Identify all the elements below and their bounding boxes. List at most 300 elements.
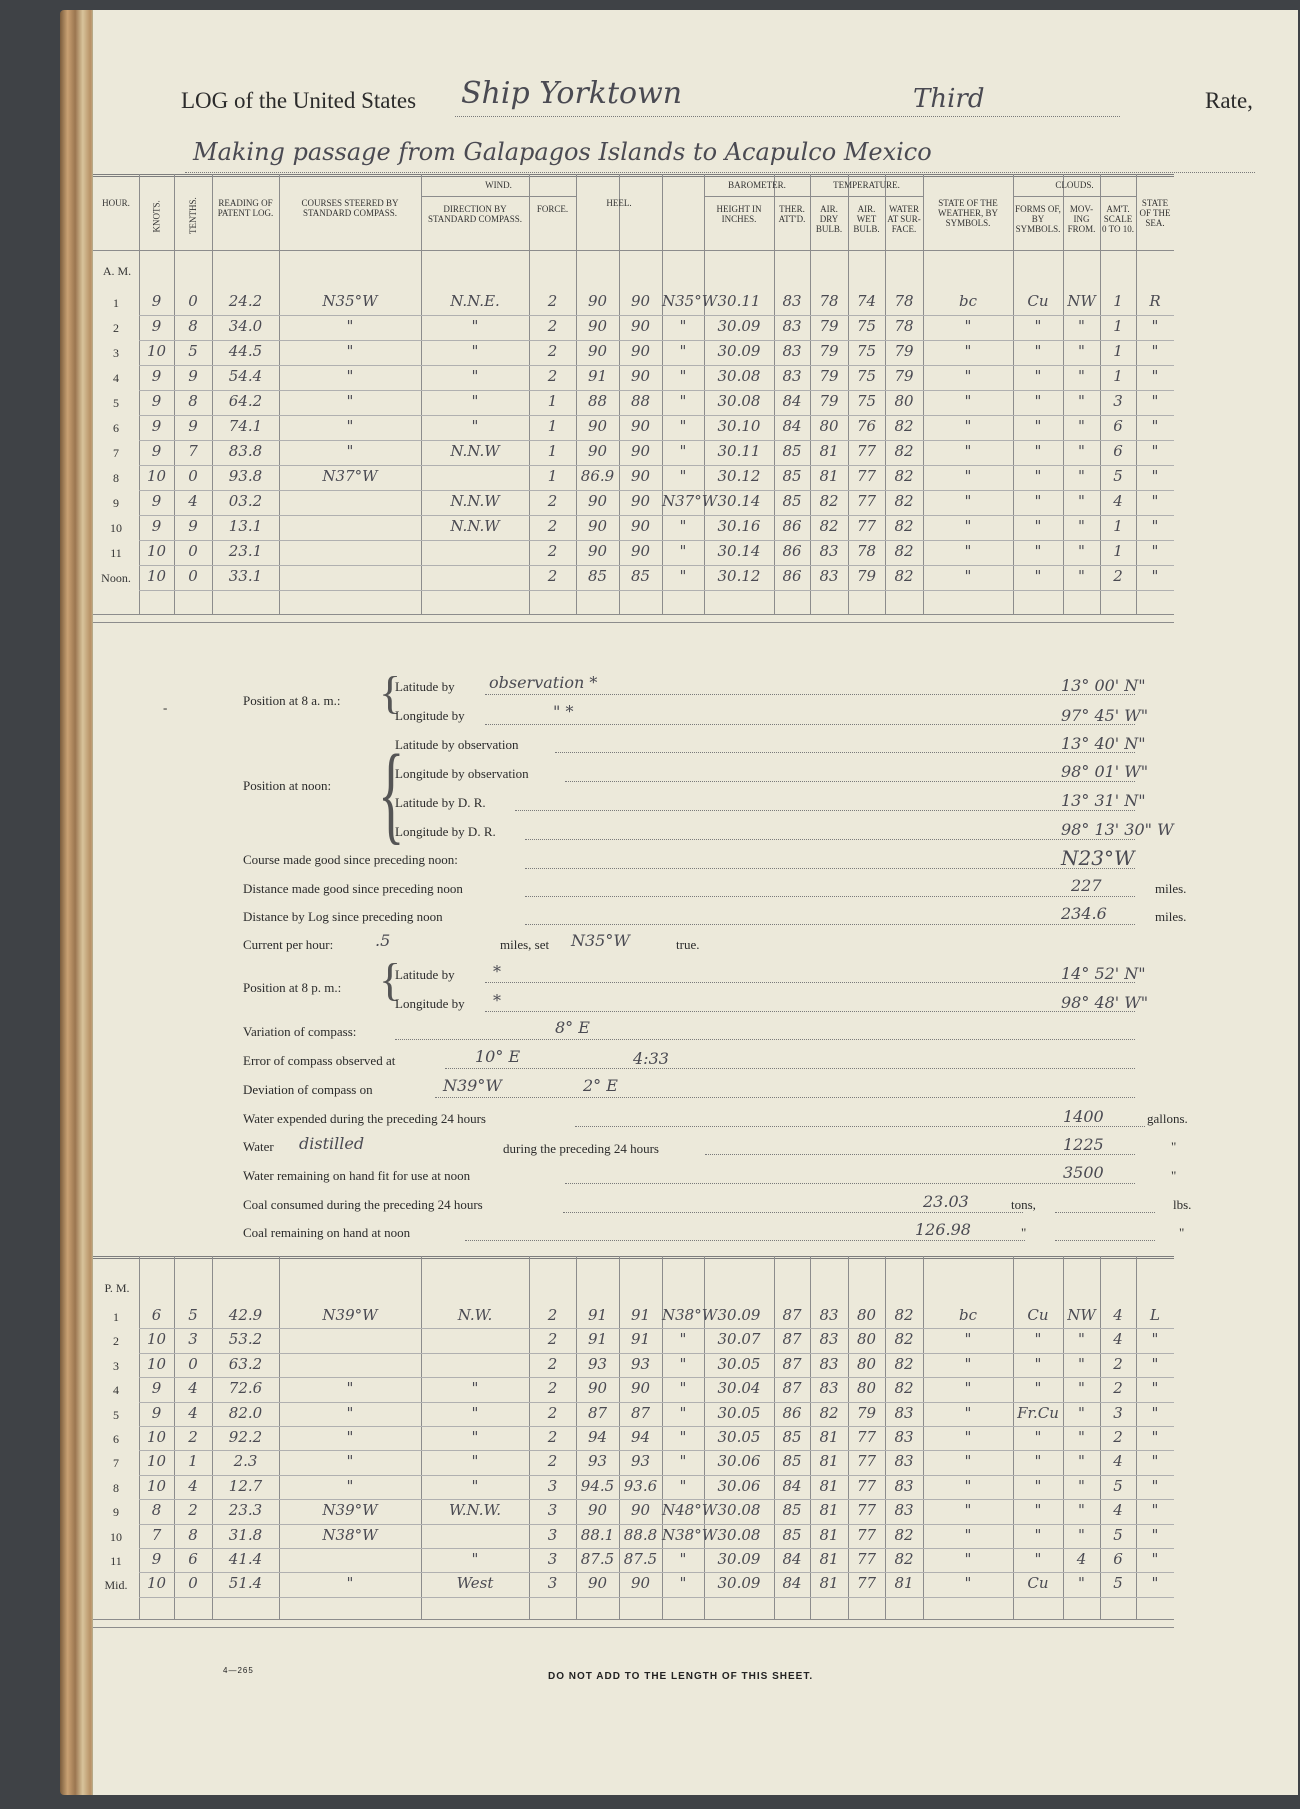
water-during-label: during the preceding 24 hours — [503, 1141, 659, 1156]
k-cell: 10 — [146, 1476, 167, 1495]
course-cell: " — [346, 417, 354, 435]
heel1-cell: 85 — [587, 567, 608, 585]
heel2-cell: 88.8 — [623, 1525, 658, 1544]
row-rule — [139, 515, 1174, 516]
pos8am-longitude: 97° 45' W" — [1061, 706, 1149, 725]
heel2-cell: 85 — [630, 567, 651, 585]
course-cell: " — [346, 367, 354, 385]
dry-cell: 83 — [819, 542, 839, 560]
hx-cell: " — [679, 517, 687, 535]
row-rule — [139, 1475, 1174, 1476]
baro-cell: 30.05 — [717, 1428, 761, 1446]
hx-cell: " — [679, 1550, 687, 1568]
table-bottom-rule — [93, 622, 1174, 623]
heel2-cell: 90 — [630, 442, 651, 460]
log-cell: 34.0 — [228, 317, 263, 335]
t-cell: 0 — [188, 1574, 198, 1593]
moving-cell: " — [1078, 1403, 1085, 1422]
line — [525, 868, 1135, 869]
forms-cell: " — [1034, 1354, 1042, 1373]
heel2-cell: 90 — [630, 492, 651, 510]
water-cell: 82 — [894, 1330, 914, 1349]
hour-cell: 5 — [113, 396, 119, 410]
am-label: A. M. — [102, 264, 132, 278]
hx-cell: " — [679, 442, 687, 460]
dry-cell: 81 — [819, 1452, 839, 1471]
water-distilled: distilled — [299, 1134, 365, 1153]
hx-cell: " — [679, 567, 687, 585]
log-cell: 54.4 — [228, 367, 263, 385]
wet-cell: 78 — [856, 542, 877, 560]
moving-cell: " — [1078, 517, 1085, 535]
ther-cell: 85 — [782, 442, 802, 460]
heel2-cell: 90 — [630, 1501, 651, 1520]
sheet-notice: DO NOT ADD TO THE LENGTH OF THIS SHEET. — [548, 1671, 814, 1682]
wet-cell: 75 — [856, 342, 877, 360]
hx-cell: " — [679, 1476, 687, 1495]
log-cell: 03.2 — [228, 492, 263, 510]
amt-cell: 6 — [1113, 1550, 1123, 1568]
forms-cell: " — [1034, 392, 1042, 410]
hour-cell: 7 — [113, 1456, 119, 1471]
sea-cell: " — [1151, 1452, 1159, 1471]
line — [1055, 1212, 1155, 1213]
k-cell: 9 — [151, 367, 162, 385]
water-remaining-label: Water remaining on hand fit for use at noon — [243, 1168, 471, 1183]
baro-cell: 30.10 — [717, 417, 761, 435]
water-cell: 82 — [894, 517, 914, 535]
hx-cell: " — [679, 1574, 687, 1593]
line — [485, 724, 1135, 725]
heel1-cell: 93 — [587, 1452, 608, 1471]
amt-cell: 5 — [1113, 467, 1123, 485]
heel1-cell: 88.1 — [580, 1525, 615, 1544]
sea-cell: " — [1151, 492, 1159, 510]
heel1-cell: 90 — [587, 542, 608, 560]
weather-cell: " — [964, 567, 972, 585]
log-cell: 42.9 — [228, 1306, 263, 1324]
t-cell: 3 — [188, 1330, 198, 1349]
sea-cell: " — [1151, 1428, 1159, 1446]
table-bottom-rule — [93, 614, 1174, 615]
heel2-cell: 93.6 — [623, 1476, 658, 1495]
line — [435, 1097, 1135, 1098]
k-cell: 9 — [151, 317, 162, 335]
courses-header: COURSES STEERED BY STANDARD COMPASS. — [301, 198, 399, 218]
wet-cell: 77 — [856, 467, 877, 485]
t-cell: 5 — [188, 342, 198, 360]
hour-cell: 4 — [113, 371, 119, 385]
air-wet-header: AIR. WET BULB. — [853, 204, 880, 234]
wet-cell: 77 — [856, 517, 877, 535]
t-cell: 9 — [188, 517, 198, 535]
ther-cell: 83 — [782, 317, 802, 335]
moving-cell: NW — [1067, 1306, 1096, 1324]
dry-cell: 83 — [819, 1354, 839, 1373]
forms-cell: " — [1034, 542, 1042, 560]
k-cell: 9 — [151, 392, 162, 410]
dry-cell: 81 — [819, 1428, 839, 1446]
water-cell: 82 — [894, 492, 914, 510]
amt-cell: 4 — [1113, 492, 1123, 510]
force-cell: 1 — [547, 392, 558, 410]
moving-cell: " — [1078, 1574, 1085, 1593]
weather-cell: " — [964, 1354, 972, 1373]
barometer-header: BAROMETER. — [728, 180, 786, 190]
dash-mark: - — [163, 700, 168, 715]
water-cell: 82 — [894, 542, 914, 560]
forms-cell: " — [1034, 1452, 1042, 1471]
sea-cell: " — [1151, 1501, 1159, 1520]
moving-cell: " — [1078, 567, 1085, 585]
dry-cell: 83 — [819, 1330, 839, 1349]
noon-lon-dr: 98° 13' 30" W — [1061, 820, 1174, 839]
water-cell: 79 — [894, 367, 914, 385]
row-rule — [139, 390, 1174, 391]
wet-cell: 77 — [856, 1501, 877, 1520]
hx-cell: N38°W — [662, 1306, 718, 1324]
moving-cell: " — [1078, 392, 1085, 410]
wind-cell: " — [471, 342, 479, 360]
moving-cell: " — [1078, 317, 1085, 335]
baro-cell: 30.09 — [717, 1574, 761, 1593]
heel1-cell: 91 — [587, 1330, 608, 1349]
line — [565, 1183, 1135, 1184]
dry-cell: 82 — [819, 517, 839, 535]
weather-cell: bc — [958, 292, 977, 310]
water-cell: 82 — [894, 1379, 914, 1398]
moving-cell: " — [1078, 1428, 1085, 1446]
pos8pm-latitude: 14° 52' N" — [1061, 964, 1146, 983]
sea-cell: " — [1151, 1525, 1159, 1544]
wind-header: WIND. — [485, 180, 512, 190]
k-cell: 10 — [146, 342, 167, 360]
weather-cell: bc — [958, 1306, 977, 1324]
t-cell: 4 — [188, 1476, 198, 1495]
patent-log-header: READING OF PATENT LOG. — [217, 198, 274, 218]
forms-cell: " — [1034, 417, 1042, 435]
sea-cell: " — [1151, 467, 1159, 485]
log-cell: 93.8 — [228, 467, 263, 485]
heel2-cell: 90 — [630, 467, 651, 485]
dist-made-label: Distance made good since preceding noon — [243, 881, 463, 896]
baro-cell: 30.11 — [717, 442, 761, 460]
tons-unit: tons, — [1011, 1197, 1036, 1212]
force-cell: 1 — [547, 467, 558, 485]
heel1-cell: 90 — [587, 1501, 608, 1520]
heel2-cell: 90 — [630, 417, 651, 435]
row-rule — [139, 1402, 1174, 1403]
dist-log-value: 234.6 — [1061, 904, 1107, 923]
ditto-mark: " — [1179, 1225, 1185, 1240]
t-cell: 2 — [188, 1428, 198, 1446]
water-cell: 82 — [894, 1525, 914, 1544]
brace-8pm: { — [379, 954, 402, 1005]
position-noon-label: Position at noon: — [243, 778, 332, 793]
passage-line — [185, 172, 1255, 173]
log-cell: 51.4 — [228, 1574, 263, 1593]
line — [445, 1068, 1135, 1069]
amt-cell: 1 — [1113, 317, 1123, 335]
log-cell: 24.2 — [228, 292, 263, 310]
lon-obs-label: Longitude by observation — [395, 766, 529, 781]
heel1-cell: 94 — [587, 1428, 608, 1446]
position-8pm-label: Position at 8 p. m.: — [243, 980, 342, 995]
weather-cell: " — [964, 442, 972, 460]
brace-8am: { — [379, 667, 402, 718]
ther-cell: 85 — [782, 467, 802, 485]
wind-cell: " — [471, 392, 479, 410]
baro-cell: 30.08 — [717, 1501, 761, 1520]
t-cell: 8 — [188, 317, 198, 335]
group-rule — [704, 196, 810, 197]
row-rule — [139, 1328, 1174, 1329]
ther-cell: 83 — [782, 342, 802, 360]
ther-cell: 85 — [782, 1428, 802, 1446]
wind-cell: N.N.W — [450, 517, 500, 535]
gallons-unit: gallons. — [1147, 1111, 1188, 1126]
water-cell: 80 — [894, 392, 914, 410]
row-rule — [139, 1572, 1174, 1573]
table-bottom-rule — [93, 1627, 1174, 1628]
t-cell: 7 — [188, 442, 198, 460]
weather-cell: " — [964, 1379, 972, 1398]
dry-cell: 81 — [819, 1501, 839, 1520]
water-expended-value: 1400 — [1063, 1107, 1104, 1126]
t-cell: 0 — [188, 567, 198, 585]
heel1-cell: 90 — [587, 492, 608, 510]
dry-cell: 81 — [819, 442, 839, 460]
water-remaining-value: 3500 — [1063, 1163, 1104, 1182]
baro-ther-header: THER. ATT'D. — [778, 204, 806, 224]
amt-cell: 1 — [1113, 517, 1123, 535]
moving-cell: " — [1078, 1379, 1085, 1398]
moving-cell: " — [1078, 542, 1085, 560]
weather-cell: " — [964, 417, 972, 435]
deviation-value: 2° E — [583, 1076, 618, 1095]
wind-cell: " — [471, 1476, 479, 1495]
k-cell: 9 — [151, 1403, 162, 1422]
wet-cell: 79 — [856, 1403, 877, 1422]
hour-cell: 8 — [113, 1480, 119, 1495]
log-cell: 92.2 — [228, 1428, 263, 1446]
amt-cell: 5 — [1113, 1525, 1123, 1544]
hour-cell: 7 — [113, 446, 119, 460]
heel1-cell: 90 — [587, 517, 608, 535]
course-cell: " — [346, 1574, 354, 1593]
water-cell: 82 — [894, 1354, 914, 1373]
forms-cell: " — [1034, 1428, 1042, 1446]
weather-cell: " — [964, 317, 972, 335]
t-cell: 0 — [188, 1354, 198, 1373]
sea-cell: " — [1151, 1550, 1159, 1568]
baro-cell: 30.05 — [717, 1354, 761, 1373]
log-cell: 13.1 — [228, 517, 263, 535]
forms-cell: Cu — [1027, 1306, 1049, 1324]
heel2-cell: 90 — [630, 1574, 651, 1593]
k-cell: 6 — [151, 1306, 162, 1324]
course-cell: N39°W — [322, 1501, 378, 1520]
moving-cell: " — [1078, 1330, 1085, 1349]
log-cell: 82.0 — [228, 1403, 263, 1422]
amt-cell: 1 — [1113, 342, 1123, 360]
row-rule — [139, 490, 1174, 491]
amt-cell: 1 — [1113, 367, 1123, 385]
log-title-prefix: LOG of the United States — [181, 88, 417, 113]
moving-cell: " — [1078, 342, 1085, 360]
line — [563, 1212, 1023, 1213]
t-cell: 4 — [188, 492, 198, 510]
amt-cell: 4 — [1113, 1501, 1123, 1520]
water-cell: 78 — [894, 292, 914, 310]
force-cell: 2 — [547, 1306, 558, 1324]
sea-cell: " — [1151, 367, 1159, 385]
hour-cell: 11 — [110, 546, 122, 560]
forms-cell: " — [1034, 1550, 1042, 1568]
water-cell: 83 — [894, 1403, 914, 1422]
lat-8pm-label: Latitude by — [395, 967, 455, 982]
forms-cell: Fr.Cu — [1017, 1403, 1059, 1422]
course-cell: N38°W — [322, 1525, 378, 1544]
sea-cell: " — [1151, 442, 1159, 460]
wind-cell: N.N.E. — [450, 292, 500, 310]
line — [395, 1039, 1135, 1040]
wind-cell: " — [471, 1452, 479, 1471]
lat-obs-label: Latitude by observation — [395, 737, 519, 752]
forms-cell: " — [1034, 517, 1042, 535]
course-cell: N35°W — [322, 292, 378, 310]
wet-cell: 75 — [856, 367, 877, 385]
forms-cell: Cu — [1027, 1574, 1049, 1593]
moving-cell: " — [1078, 467, 1085, 485]
sea-cell: " — [1151, 1574, 1159, 1593]
sea-cell: " — [1151, 517, 1159, 535]
sea-cell: " — [1151, 1330, 1159, 1349]
baro-cell: 30.14 — [717, 542, 761, 560]
weather-cell: " — [964, 392, 972, 410]
baro-cell: 30.09 — [717, 1306, 761, 1324]
weather-cell: " — [964, 1501, 972, 1520]
row-rule — [139, 1524, 1174, 1525]
wind-cell: N.N.W — [450, 492, 500, 510]
hour-cell: 8 — [113, 471, 119, 485]
ditto-mark: " — [1021, 1225, 1027, 1240]
forms-cell: " — [1034, 317, 1042, 335]
force-cell: 2 — [547, 492, 558, 510]
lon-by-method: " * — [553, 702, 574, 721]
ship-name: Ship Yorktown — [461, 76, 683, 111]
k-cell: 7 — [151, 1525, 162, 1544]
wet-cell: 77 — [856, 1452, 877, 1471]
baro-cell: 30.08 — [717, 392, 761, 410]
amt-cell: 4 — [1113, 1330, 1123, 1349]
weather-cell: " — [964, 1550, 972, 1568]
dry-cell: 81 — [819, 467, 839, 485]
hx-cell: " — [679, 467, 687, 485]
k-cell: 9 — [151, 442, 162, 460]
row-rule — [139, 365, 1174, 366]
water-cell: 82 — [894, 1550, 914, 1568]
heel1-cell: 86.9 — [580, 467, 615, 485]
baro-cell: 30.06 — [717, 1476, 761, 1495]
course-cell: " — [346, 342, 354, 360]
wind-cell: N.W. — [457, 1306, 493, 1324]
deviation-heading: N39°W — [443, 1076, 502, 1095]
wind-force-header: FORCE. — [536, 204, 569, 214]
sea-cell: " — [1151, 1379, 1159, 1398]
k-cell: 9 — [151, 1550, 162, 1568]
course-cell: " — [346, 392, 354, 410]
amt-cell: 2 — [1113, 1354, 1123, 1373]
water-cell: 78 — [894, 317, 914, 335]
baro-cell: 30.06 — [717, 1452, 761, 1471]
weather-header: STATE OF THE WEATHER, BY SYMBOLS. — [938, 198, 998, 228]
log-cell: 41.4 — [228, 1550, 263, 1568]
wind-cell: West — [456, 1574, 494, 1593]
line — [485, 694, 1135, 695]
ther-cell: 85 — [782, 492, 802, 510]
header-rule — [93, 250, 1174, 251]
current-true-label: true. — [676, 937, 700, 952]
hx-cell: " — [679, 417, 687, 435]
log-cell: 72.6 — [228, 1379, 263, 1398]
row-rule — [139, 565, 1174, 566]
weather-cell: " — [964, 1330, 972, 1349]
current-value: .5 — [375, 931, 391, 950]
k-cell: 10 — [146, 1452, 167, 1471]
error-label: Error of compass observed at — [243, 1053, 396, 1068]
weather-cell: " — [964, 342, 972, 360]
force-cell: 2 — [547, 517, 558, 535]
variation-value: 8° E — [555, 1018, 590, 1037]
water-cell: 82 — [894, 567, 914, 585]
baro-cell: 30.16 — [717, 517, 761, 535]
ther-cell: 85 — [782, 1452, 802, 1471]
moving-cell: " — [1078, 1501, 1085, 1520]
line — [515, 810, 1135, 811]
amt-cell: 1 — [1113, 542, 1123, 560]
current-label: Current per hour: — [243, 937, 334, 952]
dry-cell: 79 — [819, 392, 839, 410]
moving-cell: " — [1078, 1354, 1085, 1373]
moving-cell: " — [1078, 1476, 1085, 1495]
amt-cell: 4 — [1113, 1306, 1123, 1324]
brace-noon: { — [378, 732, 405, 854]
t-cell: 0 — [188, 542, 198, 560]
coal-consumed-value: 23.03 — [923, 1192, 969, 1211]
heel1-cell: 90 — [587, 292, 608, 310]
heel2-cell: 90 — [630, 1379, 651, 1398]
hour-cell: 3 — [113, 1358, 119, 1373]
forms-cell: " — [1034, 1330, 1042, 1349]
wind-cell: " — [471, 367, 479, 385]
lat-dr-label: Latitude by D. R. — [395, 795, 486, 810]
heel1-cell: 87 — [587, 1403, 608, 1422]
force-cell: 2 — [547, 342, 558, 360]
sea-cell: " — [1151, 1403, 1159, 1422]
heel2-cell: 90 — [630, 517, 651, 535]
sea-cell: " — [1151, 542, 1159, 560]
line — [575, 1126, 1145, 1127]
hx-cell: " — [679, 342, 687, 360]
wet-cell: 79 — [856, 567, 877, 585]
line — [465, 1240, 1025, 1241]
group-rule — [1013, 196, 1136, 197]
wet-cell: 77 — [856, 1525, 877, 1544]
t-cell: 0 — [188, 467, 198, 485]
course-cell: " — [346, 442, 354, 460]
error-time: 4:33 — [633, 1049, 669, 1068]
